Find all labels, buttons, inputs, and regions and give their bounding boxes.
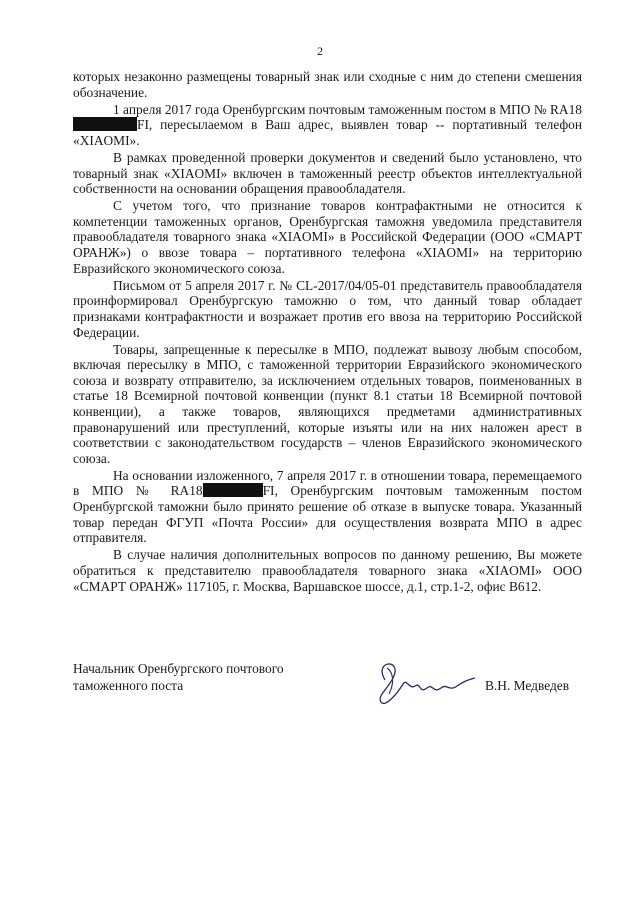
signer-title bbox=[73, 660, 284, 694]
signer-title-line-2: таможенного поста bbox=[73, 678, 184, 693]
signer-name: В.Н. Медведев bbox=[485, 678, 570, 693]
letter-body bbox=[73, 69, 582, 594]
paragraph-8: В случае наличия дополнительных вопросов по данному решению, Вы можете обратиться к представителю правообладателя товарного знака «XIAOMI» ООО «СМАРТ ОРАНЖ» 117105, г. Москва, Варшавское шоссе, д.1, стр.1-2, офис В612. bbox=[73, 547, 582, 594]
page-number: 2 bbox=[317, 44, 323, 58]
paragraph-7-part-a: На основании изложенного, 7 апреля 2017 г. в отношении товара, перемещаемого в МПО № RA18 bbox=[73, 467, 582, 499]
paragraph-3: В рамках проведенной проверки документов и сведений было установлено, что товарный знак «XIAOMI» включен в таможенный реестр объектов интеллектуальной собственности на основании обращения правообладателя. bbox=[73, 149, 582, 197]
paragraph-5: Письмом от 5 апреля 2017 г. № CL-2017/04/05-01 представитель правообладателя проинформировал Оренбургскую таможню о том, что данный товар обладает признаками контрафактности и возражает против его ввоза на территорию Российской Федерации. bbox=[73, 277, 582, 340]
redacted-tracking-number bbox=[73, 117, 137, 131]
paragraph-2 bbox=[73, 102, 582, 149]
paragraph-2-part-b: FI, пересылаемом в Ваш адрес, выявлен товар -- портативный телефон «XIAOMI». bbox=[73, 117, 582, 148]
paragraph-7 bbox=[73, 468, 582, 546]
paragraph-1: которых незаконно размещены товарный знак или сходные с ним до степени смешения обозначение. bbox=[73, 69, 582, 100]
paragraph-4: С учетом того, что признание товаров контрафактными не относится к компетенции таможенных органов, Оренбургская таможня уведомила представителя правообладателя товарного знака «XIAOMI» в Российской Федерации (ООО «СМАРТ ОРАНЖ») о ввозе товара – портативного телефона «XIAOMI» на территорию Евразийского экономического союза. bbox=[73, 198, 582, 276]
paragraph-2-part-a: 1 апреля 2017 года Оренбургским почтовым таможенным постом в МПО № RA18 bbox=[113, 101, 582, 117]
paragraph-6: Товары, запрещенные к пересылке в МПО, подлежат вывозу любым способом, включая пересылку в МПО, с таможенной территории Евразийского экономического союза и возврату отправителю, за исключением отдельных товаров, поименованных в статье 18 Всемирной почтовой конвенции (пункт 8.1 статьи 18 Всемирной почтовой конвенции), а также товаров, являющихся предметами административных правонарушений или преступлений, которые изъяты или на них наложен арест в соответствии с законодательством государств – членов Евразийского экономического союза. bbox=[73, 341, 582, 466]
paragraph-7-part-b: FI, Оренбургским почтовым таможенным постом Оренбургской таможни было принято решение об отказе в выпуске товара. Указанный товар передан ФГУП «Почта России» для осуществления возврата МПО в адрес отправителя. bbox=[73, 483, 582, 546]
handwritten-signature-icon bbox=[363, 650, 483, 720]
signature-block bbox=[73, 660, 593, 730]
signer-title-line-1: Начальник Оренбургского почтового bbox=[73, 661, 284, 676]
redacted-tracking-number bbox=[203, 483, 263, 497]
